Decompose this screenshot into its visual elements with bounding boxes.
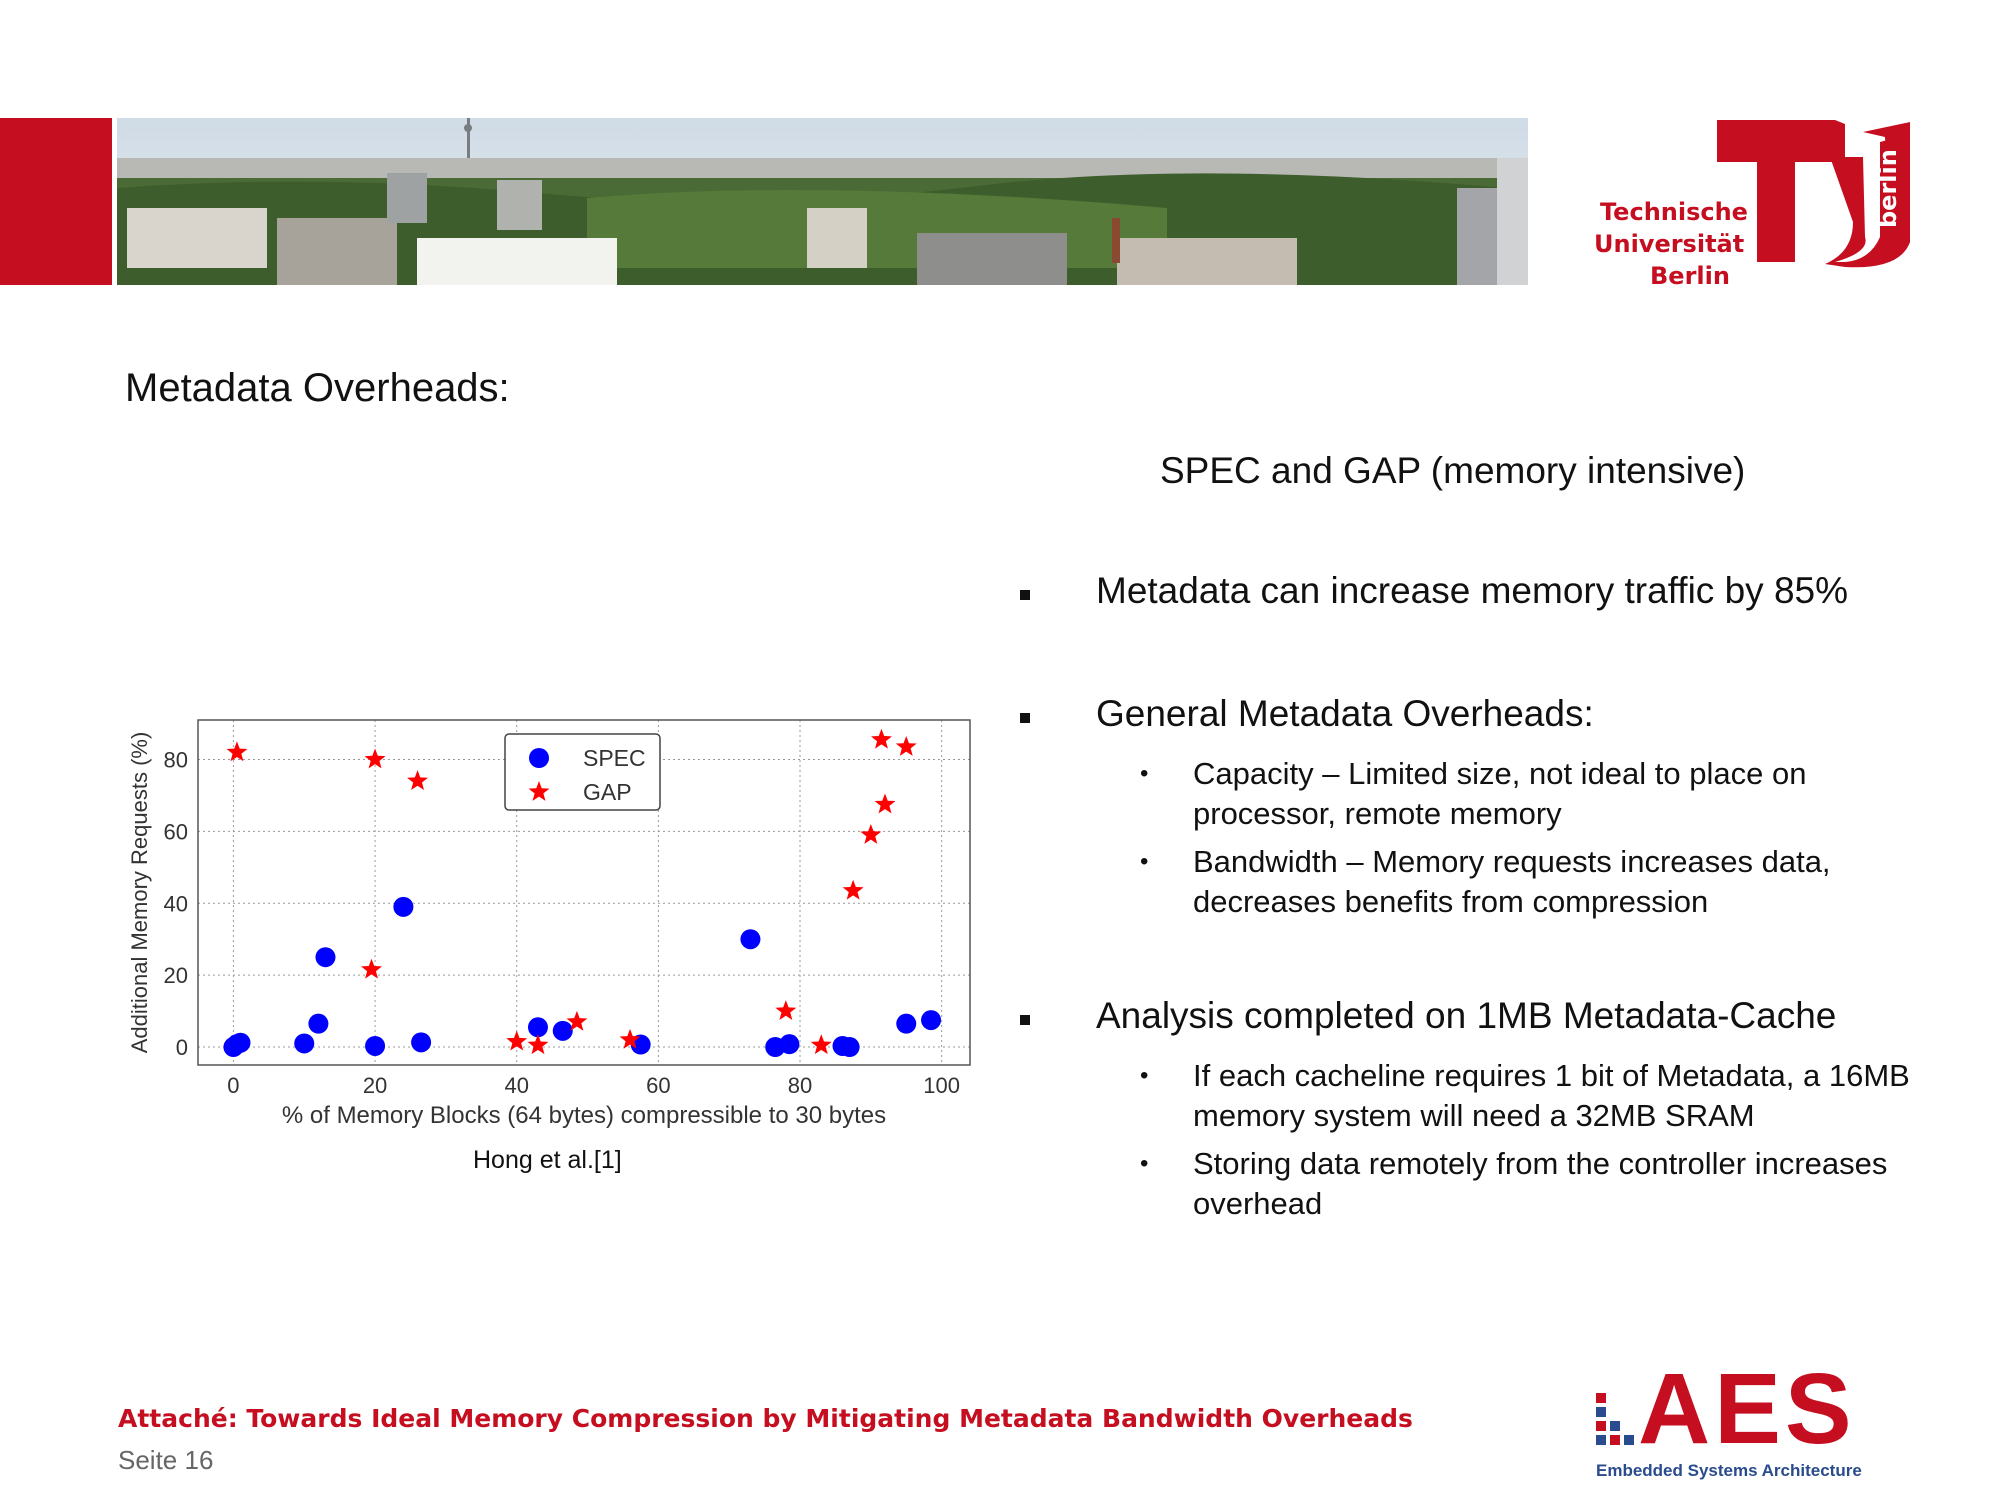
gap-point bbox=[860, 824, 881, 844]
aes-subtitle: Embedded Systems Architecture bbox=[1596, 1461, 1862, 1480]
gap-point bbox=[775, 1000, 796, 1020]
bullet-marker bbox=[1020, 713, 1030, 723]
sub-bullet-dot: • bbox=[1140, 760, 1149, 787]
spec-point bbox=[230, 1033, 250, 1053]
legend-label-gap: GAP bbox=[583, 779, 632, 805]
chart-caption: Hong et al.[1] bbox=[473, 1146, 622, 1174]
logo-line-3: Berlin bbox=[1650, 262, 1730, 290]
footer-title: Attaché: Towards Ideal Memory Compression by Mitigating Metadata Bandwidth Overheads bbox=[118, 1404, 1413, 1433]
gap-point bbox=[896, 736, 917, 756]
aes-letters: AES bbox=[1638, 1353, 1856, 1465]
logo-side-text: berlin bbox=[1874, 149, 1902, 228]
sub-bullet-3-1: If each cacheline requires 1 bit of Metadata, a 16MB memory system will need a 32MB SRAM bbox=[1193, 1058, 1910, 1133]
chart-svg bbox=[125, 700, 985, 1130]
spec-point bbox=[393, 897, 413, 917]
y-tick-label: 60 bbox=[163, 819, 188, 845]
spec-point bbox=[308, 1014, 328, 1034]
y-axis-label: Additional Memory Requests (%) bbox=[127, 731, 152, 1054]
x-tick-label: 20 bbox=[362, 1073, 388, 1098]
spec-point bbox=[779, 1034, 799, 1054]
logo-line-1: Technische bbox=[1600, 198, 1748, 226]
bullet-3: Analysis completed on 1MB Metadata-Cache bbox=[1096, 995, 1837, 1036]
x-tick-label: 100 bbox=[923, 1073, 961, 1098]
aes-squares-icon bbox=[1596, 1393, 1636, 1457]
spec-point bbox=[365, 1036, 385, 1056]
page-number: Seite 16 bbox=[118, 1445, 214, 1475]
sub-bullet-dot: • bbox=[1140, 1150, 1149, 1177]
x-tick-label: 40 bbox=[504, 1073, 529, 1098]
legend-label-spec: SPEC bbox=[583, 745, 646, 771]
gap-point bbox=[843, 880, 864, 900]
sub-bullet-dot: • bbox=[1140, 1062, 1149, 1089]
aes-logo bbox=[1596, 1353, 1906, 1485]
x-tick-label: 80 bbox=[787, 1073, 813, 1098]
y-tick-label: 40 bbox=[163, 891, 188, 917]
sub-bullet-2-1: Capacity – Limited size, not ideal to place on processor, remote memory bbox=[1193, 756, 1807, 831]
scatter-chart bbox=[125, 700, 985, 1130]
chart-legend bbox=[505, 734, 660, 810]
spec-point bbox=[921, 1010, 941, 1030]
slide-subtitle: SPEC and GAP (memory intensive) bbox=[1160, 450, 1746, 491]
bullet-1: Metadata can increase memory traffic by 85% bbox=[1096, 570, 1848, 611]
legend-marker-spec bbox=[529, 748, 549, 768]
gap-point bbox=[811, 1034, 832, 1054]
gap-point bbox=[875, 793, 896, 813]
bullet-marker bbox=[1020, 590, 1030, 600]
gap-point bbox=[528, 1034, 549, 1054]
header-red-block bbox=[0, 118, 112, 285]
spec-point bbox=[411, 1032, 431, 1052]
gap-point bbox=[361, 959, 382, 979]
spec-point bbox=[315, 947, 335, 967]
gap-point bbox=[506, 1031, 527, 1051]
x-axis-label: % of Memory Blocks (64 bytes) compressible to 30 bytes bbox=[281, 1102, 887, 1129]
gap-point bbox=[871, 729, 892, 749]
page-title: Metadata Overheads: bbox=[125, 366, 510, 410]
gap-point bbox=[226, 741, 247, 761]
spec-point bbox=[553, 1021, 573, 1041]
spec-point bbox=[896, 1014, 916, 1034]
sub-bullet-2-2: Bandwidth – Memory requests increases data, decreases benefits from compression bbox=[1193, 844, 1831, 919]
sub-bullet-dot: • bbox=[1140, 848, 1149, 875]
city-banner-image bbox=[117, 118, 1528, 285]
tu-berlin-logo bbox=[1580, 112, 1910, 302]
y-tick-label: 80 bbox=[163, 747, 188, 773]
spec-point bbox=[740, 929, 760, 949]
spec-point bbox=[840, 1037, 860, 1057]
x-tick-label: 0 bbox=[227, 1073, 240, 1098]
spec-point bbox=[294, 1033, 314, 1053]
gap-point bbox=[407, 770, 428, 790]
bullet-marker bbox=[1020, 1015, 1030, 1025]
y-tick-label: 20 bbox=[163, 963, 188, 989]
y-tick-label: 0 bbox=[175, 1035, 188, 1061]
sub-bullet-3-2: Storing data remotely from the controller increases overhead bbox=[1193, 1146, 1888, 1221]
bullet-2: General Metadata Overheads: bbox=[1096, 693, 1594, 734]
x-tick-label: 60 bbox=[646, 1073, 671, 1098]
logo-line-2: Universität bbox=[1594, 230, 1745, 258]
